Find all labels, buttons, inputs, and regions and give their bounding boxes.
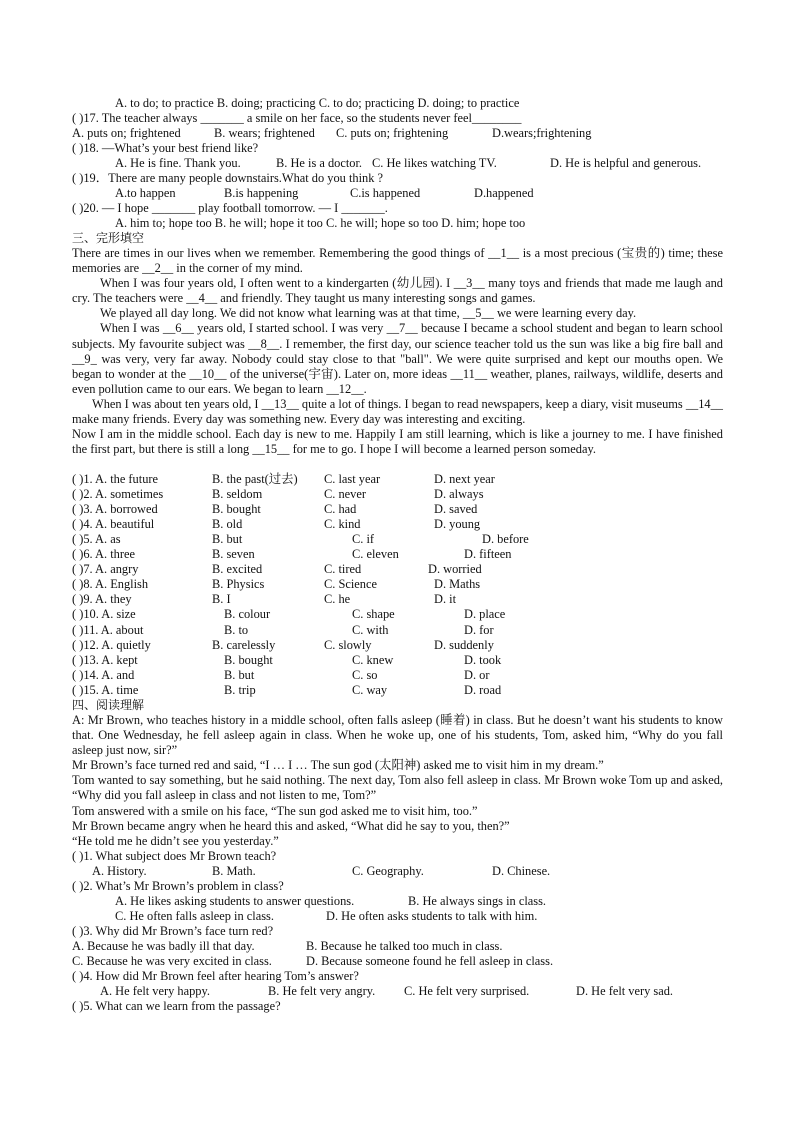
cloze-option-number: ( )14. A. and [72,667,135,682]
q19-option-c: C.is happened [350,186,421,200]
cloze-option-d: D. road [464,682,502,697]
rq5-stem-text: ( )5. What can we learn from the passage? [72,999,281,1013]
cloze-option-d: D. before [482,532,529,547]
cloze-option-d: D. saved [434,502,478,517]
cloze-option-b: B. colour [224,607,271,622]
cloze-option-number: ( )8. A. English [72,577,149,592]
q17-stem-text: ( )17. The teacher always _______ a smile on her face, so the students never feel________ [72,111,522,125]
cloze-option-d: D. Maths [434,577,481,592]
rq2-option-d: D. He often asks students to talk with him. [326,909,538,923]
reading-passage [72,713,723,849]
rq1-option-b: B. Math. [212,864,256,878]
cloze-option-c: C. knew [352,652,394,667]
rq2-option-c: C. He often falls asleep in class. [115,909,274,923]
rq3-option-c: C. Because he was very excited in class. [72,954,272,968]
cloze-option-b: B. Physics [212,577,265,592]
cloze-option-b: B. bought [212,502,261,517]
reading-paragraph: A: Mr Brown, who teaches history in a middle school, often falls asleep (睡着) in class. But he doesn’t want his students to know that. One Wednesday, he fell asleep again in class. When he woke up, one of his students, Tom, asked him, “Why do you fall asleep just now, sir?” [72,713,723,758]
cloze-option-c: C. if [352,532,375,547]
rq4-option-c: C. He felt very surprised. [404,984,530,998]
q19-option-b: B.is happening [224,186,299,200]
reading-paragraph: Mr Brown’s face turned red and said, “I … I … The sun god (太阳神) asked me to visit him in my dream.” [72,758,604,773]
rq3-stem-text: ( )3. Why did Mr Brown’s face turn red? [72,924,274,938]
reading-paragraph: Mr Brown became angry when he heard this and asked, “What did he say to you, then?” [72,818,510,833]
rq1-option-d: D. Chinese. [492,864,551,878]
cloze-option-c: C. never [324,487,366,502]
cloze-option-c: C. tired [324,562,362,577]
cloze-option-b: B. I [212,592,231,607]
cloze-option-number: ( )15. A. time [72,682,139,697]
rq4-option-a: A. He felt very happy. [100,984,210,998]
rq2-option-b: B. He always sings in class. [408,894,547,908]
cloze-option-c: C. with [352,622,389,637]
cloze-option-b: B. seldom [212,487,263,502]
rq4-stem-text: ( )4. How did Mr Brown feel after hearing Tom’s answer? [72,969,359,983]
cloze-option-number: ( )13. A. kept [72,652,138,667]
cloze-option-c: C. kind [324,517,361,532]
cloze-option-c: C. Science [324,577,377,592]
cloze-option-d: D. fifteen [464,547,512,562]
q17-option-a: A. puts on; frightened [72,126,181,140]
rq3-option-b: B. Because he talked too much in class. [306,939,503,953]
reading-paragraph: Tom answered with a smile on his face, “The sun god asked me to visit him, too.” [72,803,478,818]
q20-stem-text: ( )20. — I hope _______ play football tomorrow. — I _______. [72,201,388,215]
cloze-option-d: D. always [434,487,484,502]
rq1-option-c: C. Geography. [352,864,424,878]
cloze-option-number: ( )10. A. size [72,607,136,622]
cloze-option-d: D. suddenly [434,637,494,652]
reading-paragraph: “He told me he didn’t see you yesterday.” [72,833,279,848]
cloze-option-number: ( )2. A. sometimes [72,487,164,502]
section-3-title-text: 三、完形填空 [72,231,145,245]
rq2-stem-text: ( )2. What’s Mr Brown’s problem in class? [72,879,284,893]
cloze-option-d: D. took [464,652,502,667]
cloze-option-number: ( )4. A. beautiful [72,517,155,532]
cloze-option-c: C. he [324,592,351,607]
cloze-paragraph: When I was four years old, I often went to a kindergarten (幼儿园). I __3__ many toys and friends that made me laugh and cry. The teachers were __4__ and friendly. They taught us many interesting songs and games. [72,276,723,306]
q18-option-c: C. He likes watching TV. [372,156,497,170]
q19-option-a: A.to happen [115,186,176,200]
cloze-option-number: ( )11. A. about [72,622,144,637]
cloze-option-d: D. young [434,517,481,532]
cloze-option-number: ( )1. A. the future [72,472,159,486]
cloze-option-d: D. for [464,622,494,637]
reading-paragraph: Tom wanted to say something, but he said nothing. The next day, Tom also fell asleep in class. Mr Brown woke Tom up and asked, “Why did you fall asleep in class and not listen to me, Tom?” [72,773,723,803]
cloze-option-number: ( )12. A. quietly [72,637,151,652]
cloze-option-number: ( )3. A. borrowed [72,502,158,517]
cloze-paragraph: We played all day long. We did not know what learning was at that time, __5__ we were learning every day. [100,306,637,321]
cloze-option-d: D. or [464,667,490,682]
cloze-option-b: B. to [224,622,249,637]
cloze-paragraph: Now I am in the middle school. Each day is new to me. Happily I am still learning, which is like a journey to me. I have finished the first part, but there is still a long __15__ for me to go. I hope I will become a learned person someday. [72,427,723,457]
q18-option-d: D. He is helpful and generous. [550,156,702,170]
q18-stem-text: ( )18. —What’s your best friend like? [72,141,259,155]
cloze-option-number: ( )6. A. three [72,547,135,562]
cloze-option-c: C. shape [352,607,395,622]
cloze-option-b: B. carelessly [212,637,276,652]
cloze-option-c: C. had [324,502,357,517]
q17-option-c: C. puts on; frightening [336,126,449,140]
cloze-option-b: B. seven [212,547,255,562]
cloze-option-d: D. it [434,592,457,607]
rq4-option-d: D. He felt very sad. [576,984,674,998]
q16-options-text: A. to do; to practice B. doing; practicing C. to do; practicing D. doing; to practice [115,96,520,110]
cloze-option-number: ( )9. A. they [72,592,132,607]
rq3-option-d: D. Because someone found he fell asleep in class. [306,954,554,968]
section-4-title-text: 四、阅读理解 [72,698,145,712]
q18-option-b: B. He is a doctor. [276,156,363,170]
q17-option-d: D.wears;frightening [492,126,592,140]
cloze-option-b: B. old [212,517,243,532]
rq1-stem-text: ( )1. What subject does Mr Brown teach? [72,849,277,863]
cloze-option-number: ( )7. A. angry [72,562,139,577]
cloze-option-b: B. excited [212,562,263,577]
cloze-option-c: C. eleven [352,547,399,562]
cloze-passage [72,246,723,457]
cloze-option-b: B. trip [224,682,256,697]
rq3-option-a: A. Because he was badly ill that day. [72,939,255,953]
cloze-option-c: C. last year [324,472,381,486]
cloze-option-c: C. slowly [324,637,372,652]
q19-stem-text: ( )19．There are many people downstairs.What do you think ? [72,171,384,185]
rq2-option-a: A. He likes asking students to answer questions. [115,894,355,908]
cloze-option-b: B. but [212,532,243,547]
rq1-option-a: A. History. [92,864,147,878]
q17-option-b: B. wears; frightened [214,126,315,140]
cloze-option-b: B. but [224,667,255,682]
cloze-option-d: D. place [464,607,506,622]
cloze-option-c: C. way [352,682,388,697]
q19-option-d: D.happened [474,186,534,200]
cloze-option-b: B. bought [224,652,273,667]
q18-option-a: A. He is fine. Thank you. [115,156,241,170]
cloze-option-b: B. the past(过去) [212,472,298,486]
q20-options-text: A. him to; hope too B. he will; hope it too C. he will; hope so too D. him; hope too [115,216,526,230]
cloze-option-d: D. next year [434,472,495,486]
cloze-option-d: D. worried [428,562,482,577]
cloze-paragraph: There are times in our lives when we remember. Remembering the good things of __1__ is a most precious (宝贵的) time; these memories are __2__ in the corner of my mind. [72,246,723,276]
cloze-paragraph: When I was about ten years old, I __13__ quite a lot of things. I began to read newspapers, keep a diary, visit museums __14__ make many friends. Every day was something new. Every day was interesting and exciting. [72,396,723,427]
rq4-option-b: B. He felt very angry. [268,984,376,998]
cloze-paragraph: When I was __6__ years old, I started school. I was very __7__ because I became a school student and began to learn school subjects. My favourite subject was __8__. I remember, the first day, our science teacher told us the sun was like a big fire ball and __9_ was very, very far away. Nobody could stay close to that "ball". We were quite surprised and kept our mouths open. We began to wonder at the __10__ of the universe(宇宙). Later on, more ideas __11__ weather, planes, railways, wildlife, deserts and even pollution came to our ears. We began to learn __12__. [72,321,723,396]
cloze-option-number: ( )5. A. as [72,532,121,547]
cloze-option-c: C. so [352,667,378,682]
